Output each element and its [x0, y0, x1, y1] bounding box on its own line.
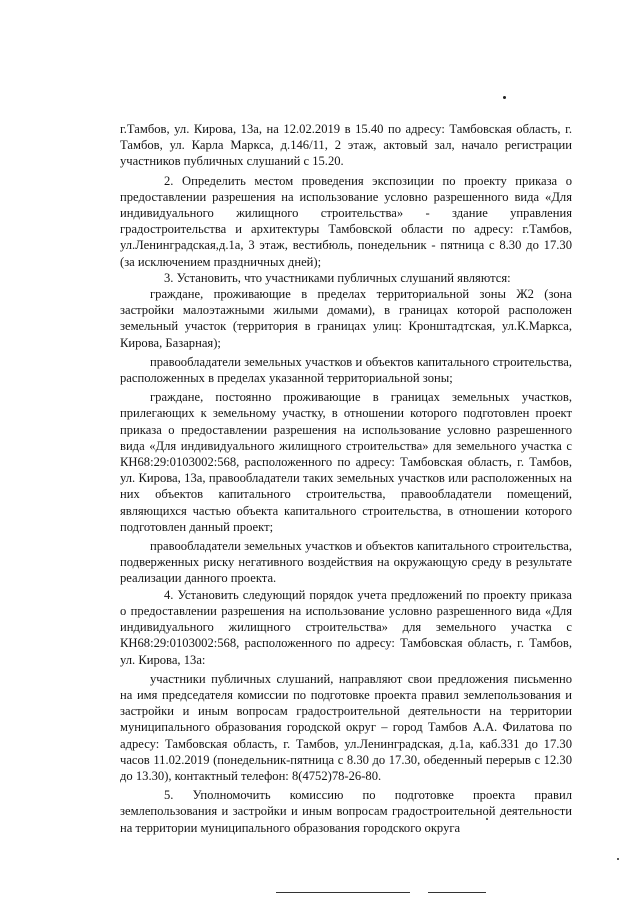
scan-speck: [503, 96, 506, 99]
paragraph-proposal-procedure: участники публичных слушаний, направляют свои предложения письменно на имя председателя комиссии по подготовке проекта правил землепользования и застройки и иным вопросам градостроительной деятельности на территории муниципального образования городской округ – город Тамбов А.А. Филатова по адресу: Тамбовская область, г. Тамбов, ул.Ленинградская, д.1а, каб.331 до 17.30 часов 11.02.2019 (понедельник-пятница с 8.30 до 17.30, обеденный перерыв с 12.30 до 13.30), контактный телефон: 8(4752)78-26-80.: [120, 671, 572, 783]
paragraph-continuation: г.Тамбов, ул. Кирова, 13а, на 12.02.2019 в 15.40 по адресу: Тамбовская область, г. Тамбов, ул. Карла Маркса, д.146/11, 2 этаж, актовый зал, начало регистрации участников публичных слушаний с 15.20.: [120, 122, 572, 169]
scan-speck: [617, 858, 619, 860]
paragraph-participants-residents: граждане, постоянно проживающие в границах земельных участков, прилегающих к земельному участку, в отношении которого подготовлен проект приказа о предоставлении разрешения на использование условно разрешенного вида «Для индивидуального жилищного строительства» для земельного участка с КН68:29:0103002:568, расположенного по адресу: Тамбовская область, г. Тамбов, ул. Кирова, 13а, правообладатели таких земельных участков или расположенных на них объектов капитального строительства, правообладатели помещений, являющихся частью объекта капитального строительства, в отношении которого подготовлен данный проект;: [120, 390, 572, 534]
paragraph-participants-risk: правообладатели земельных участков и объектов капитального строительства, подверженных риску негативного воздействия на окружающую среду в результате реализации данного проекта.: [120, 539, 572, 586]
paragraph-participants-citizens: граждане, проживающие в пределах территориальной зоны Ж2 (зона застройки малоэтажными жилыми домами), в границах которой расположен земельный участок (территория в границах улиц: Кронштадтская, ул.К.Маркса, Кирова, Базарная);: [120, 287, 572, 350]
document-body: [120, 121, 572, 836]
scan-line: [428, 892, 486, 893]
paragraph-item-4: 4. Установить следующий порядок учета предложений по проекту приказа о предоставлении разрешения на использование условно разрешенного вида «Для индивидуального жилищного строительства» для земельного участка с КН68:29:0103002:568, расположенного по адресу: Тамбовская область, г. Тамбов, ул. Кирова, 13а:: [120, 587, 572, 667]
paragraph-item-2: 2. Определить местом проведения экспозиции по проекту приказа о предоставлении разрешения на использование условно разрешенного вида «Для индивидуального жилищного строительства» - здание управления градостроительства и архитектуры Тамбовской области по адресу: г.Тамбов, ул.Ленинградская,д.1а, 3 этаж, вестибюль, понедельник - пятница с 8.30 до 17.30 (за исключением праздничных дней);: [120, 173, 572, 269]
paragraph-participants-owners: правообладатели земельных участков и объектов капитального строительства, расположенных в пределах указанной территориальной зоны;: [120, 354, 572, 386]
paragraph-item-3: 3. Установить, что участниками публичных слушаний являются:: [164, 270, 511, 285]
paragraph-item-5: 5. Уполномочить комиссию по подготовке проекта правил землепользования и застройки и иным вопросам градостроительной деятельности на территории муниципального образования городского округа: [120, 788, 572, 835]
scan-line: [276, 892, 410, 893]
